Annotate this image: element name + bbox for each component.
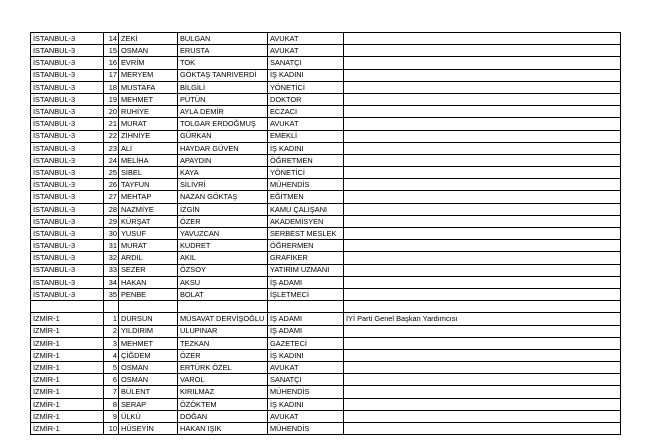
last-name-cell: PÜTÜN <box>178 93 268 105</box>
last-name-cell: MÜSAVAT DERVİŞOĞLU <box>178 313 268 325</box>
empty-cell <box>268 301 344 313</box>
note-cell <box>344 276 621 288</box>
last-name-cell: TEZKAN <box>178 337 268 349</box>
table-row <box>31 398 621 410</box>
rank-cell: 34 <box>104 276 119 288</box>
note-cell <box>344 33 621 45</box>
district-cell: İSTANBUL-3 <box>31 154 104 166</box>
district-cell: İSTANBUL-3 <box>31 240 104 252</box>
district-cell: İSTANBUL-3 <box>31 228 104 240</box>
table-row <box>31 191 621 203</box>
district-cell: İSTANBUL-3 <box>31 106 104 118</box>
profession-cell: İŞ KADINI <box>268 69 344 81</box>
blank-separator-row <box>31 301 621 313</box>
district-cell: İSTANBUL-3 <box>31 203 104 215</box>
rank-cell: 28 <box>104 203 119 215</box>
first-name-cell: BÜLENT <box>119 386 178 398</box>
note-cell <box>344 252 621 264</box>
district-cell: İZMİR-1 <box>31 313 104 325</box>
table-row <box>31 228 621 240</box>
table-row <box>31 167 621 179</box>
profession-cell: İŞ KADINI <box>268 349 344 361</box>
note-cell <box>344 203 621 215</box>
last-name-cell: BOLAT <box>178 288 268 300</box>
last-name-cell: TOLGAR ERDOĞMUŞ <box>178 118 268 130</box>
rank-cell: 16 <box>104 57 119 69</box>
last-name-cell: AKSU <box>178 276 268 288</box>
table-row <box>31 423 621 435</box>
note-cell <box>344 106 621 118</box>
profession-cell: İŞ ADAMI <box>268 276 344 288</box>
rank-cell: 20 <box>104 106 119 118</box>
last-name-cell: DOĞAN <box>178 410 268 422</box>
rank-cell: 10 <box>104 423 119 435</box>
profession-cell: GAZETECİ <box>268 337 344 349</box>
district-cell: İSTANBUL-3 <box>31 276 104 288</box>
district-cell: İSTANBUL-3 <box>31 215 104 227</box>
first-name-cell: MERYEM <box>119 69 178 81</box>
profession-cell: ECZACI <box>268 106 344 118</box>
note-cell <box>344 349 621 361</box>
rank-cell: 30 <box>104 228 119 240</box>
last-name-cell: KUDRET <box>178 240 268 252</box>
district-cell: İSTANBUL-3 <box>31 167 104 179</box>
last-name-cell: GÖKTAŞ TANRIVERDİ <box>178 69 268 81</box>
rank-cell: 35 <box>104 288 119 300</box>
first-name-cell: MEHMET <box>119 337 178 349</box>
rank-cell: 4 <box>104 349 119 361</box>
first-name-cell: EVRİM <box>119 57 178 69</box>
note-cell <box>344 264 621 276</box>
first-name-cell: YUSUF <box>119 228 178 240</box>
note-cell <box>344 362 621 374</box>
profession-cell: İŞ ADAMI <box>268 325 344 337</box>
profession-cell: GRAFİKER <box>268 252 344 264</box>
table-row <box>31 106 621 118</box>
table-row <box>31 374 621 386</box>
profession-cell: ÖĞRETMEN <box>268 154 344 166</box>
district-cell: İSTANBUL-3 <box>31 33 104 45</box>
note-cell <box>344 386 621 398</box>
district-cell: İZMİR-1 <box>31 362 104 374</box>
note-cell <box>344 45 621 57</box>
first-name-cell: SİBEL <box>119 167 178 179</box>
empty-cell <box>104 301 119 313</box>
rank-cell: 2 <box>104 325 119 337</box>
first-name-cell: ÇİĞDEM <box>119 349 178 361</box>
district-cell: İZMİR-1 <box>31 410 104 422</box>
rank-cell: 22 <box>104 130 119 142</box>
table-row <box>31 57 621 69</box>
profession-cell: MÜHENDİS <box>268 386 344 398</box>
profession-cell: MÜHENDİS <box>268 423 344 435</box>
note-cell <box>344 154 621 166</box>
note-cell <box>344 130 621 142</box>
table-row <box>31 215 621 227</box>
district-cell: İZMİR-1 <box>31 423 104 435</box>
rank-cell: 8 <box>104 398 119 410</box>
first-name-cell: NAZMİYE <box>119 203 178 215</box>
last-name-cell: APAYDIN <box>178 154 268 166</box>
district-cell: İSTANBUL-3 <box>31 45 104 57</box>
last-name-cell: ERUSTA <box>178 45 268 57</box>
table-row <box>31 154 621 166</box>
last-name-cell: SİLİVRİ <box>178 179 268 191</box>
first-name-cell: HAKAN <box>119 276 178 288</box>
last-name-cell: VAROL <box>178 374 268 386</box>
rank-cell: 17 <box>104 69 119 81</box>
profession-cell: ÖĞRERMEN <box>268 240 344 252</box>
last-name-cell: ÖZER <box>178 215 268 227</box>
table-row <box>31 313 621 325</box>
first-name-cell: ALİ <box>119 142 178 154</box>
table-row <box>31 386 621 398</box>
profession-cell: AVUKAT <box>268 410 344 422</box>
profession-cell: YATIRIM UZMANI <box>268 264 344 276</box>
profession-cell: AVUKAT <box>268 33 344 45</box>
last-name-cell: ERTÜRK ÖZEL <box>178 362 268 374</box>
rank-cell: 6 <box>104 374 119 386</box>
table-row <box>31 130 621 142</box>
last-name-cell: KIRILMAZ <box>178 386 268 398</box>
profession-cell: AVUKAT <box>268 45 344 57</box>
table-row <box>31 337 621 349</box>
profession-cell: DOKTOR <box>268 93 344 105</box>
last-name-cell: BULGAN <box>178 33 268 45</box>
rank-cell: 18 <box>104 81 119 93</box>
candidate-list-table <box>30 32 621 435</box>
note-cell <box>344 337 621 349</box>
note-cell: İYİ Parti Genel Başkan Yardımcısı <box>344 313 621 325</box>
district-cell: İSTANBUL-3 <box>31 142 104 154</box>
rank-cell: 14 <box>104 33 119 45</box>
profession-cell: YÖNETİCİ <box>268 81 344 93</box>
rank-cell: 27 <box>104 191 119 203</box>
profession-cell: İŞ KADINI <box>268 142 344 154</box>
district-cell: İZMİR-1 <box>31 325 104 337</box>
profession-cell: EMEKLİ <box>268 130 344 142</box>
first-name-cell: DURSUN <box>119 313 178 325</box>
note-cell <box>344 374 621 386</box>
rank-cell: 33 <box>104 264 119 276</box>
note-cell <box>344 410 621 422</box>
profession-cell: SANATÇI <box>268 57 344 69</box>
note-cell <box>344 142 621 154</box>
first-name-cell: SERAP <box>119 398 178 410</box>
table-row <box>31 276 621 288</box>
profession-cell: AKADEMİSYEN <box>268 215 344 227</box>
table-row <box>31 264 621 276</box>
table-row <box>31 69 621 81</box>
first-name-cell: TAYFUN <box>119 179 178 191</box>
rank-cell: 26 <box>104 179 119 191</box>
rank-cell: 5 <box>104 362 119 374</box>
district-cell: İZMİR-1 <box>31 374 104 386</box>
last-name-cell: ULUPINAR <box>178 325 268 337</box>
rank-cell: 24 <box>104 154 119 166</box>
note-cell <box>344 179 621 191</box>
last-name-cell: İZGİN <box>178 203 268 215</box>
empty-cell <box>119 301 178 313</box>
table-row <box>31 179 621 191</box>
last-name-cell: NAZAN GÖKTAŞ <box>178 191 268 203</box>
note-cell <box>344 118 621 130</box>
profession-cell: İŞLETMECİ <box>268 288 344 300</box>
rank-cell: 32 <box>104 252 119 264</box>
first-name-cell: OSMAN <box>119 362 178 374</box>
first-name-cell: PENBE <box>119 288 178 300</box>
first-name-cell: KÜRŞAT <box>119 215 178 227</box>
note-cell <box>344 167 621 179</box>
note-cell <box>344 69 621 81</box>
district-cell: İSTANBUL-3 <box>31 57 104 69</box>
first-name-cell: MELİHA <box>119 154 178 166</box>
note-cell <box>344 57 621 69</box>
empty-cell <box>344 301 621 313</box>
first-name-cell: HÜSEYİN <box>119 423 178 435</box>
first-name-cell: MUSTAFA <box>119 81 178 93</box>
last-name-cell: ÖZER <box>178 349 268 361</box>
note-cell <box>344 325 621 337</box>
district-cell: İSTANBUL-3 <box>31 288 104 300</box>
rank-cell: 9 <box>104 410 119 422</box>
district-cell: İSTANBUL-3 <box>31 81 104 93</box>
first-name-cell: ZEKİ <box>119 33 178 45</box>
district-cell: İSTANBUL-3 <box>31 69 104 81</box>
last-name-cell: ÖZSOY <box>178 264 268 276</box>
table-row <box>31 349 621 361</box>
last-name-cell: KAYA <box>178 167 268 179</box>
table-row <box>31 142 621 154</box>
last-name-cell: HAKAN IŞIK <box>178 423 268 435</box>
district-cell: İSTANBUL-3 <box>31 264 104 276</box>
first-name-cell: MEHTAP <box>119 191 178 203</box>
last-name-cell: AYLA DEMİR <box>178 106 268 118</box>
note-cell <box>344 93 621 105</box>
note-cell <box>344 240 621 252</box>
profession-cell: MÜHENDİS <box>268 179 344 191</box>
district-cell: İZMİR-1 <box>31 398 104 410</box>
last-name-cell: GÜRKAN <box>178 130 268 142</box>
rank-cell: 31 <box>104 240 119 252</box>
table-row <box>31 362 621 374</box>
last-name-cell: BİLGİLİ <box>178 81 268 93</box>
table-row <box>31 45 621 57</box>
profession-cell: İŞ ADAMI <box>268 313 344 325</box>
last-name-cell: TOK <box>178 57 268 69</box>
table-row <box>31 410 621 422</box>
rank-cell: 1 <box>104 313 119 325</box>
note-cell <box>344 191 621 203</box>
first-name-cell: OSMAN <box>119 45 178 57</box>
rank-cell: 21 <box>104 118 119 130</box>
table-row <box>31 118 621 130</box>
profession-cell: AVUKAT <box>268 362 344 374</box>
district-cell: İSTANBUL-3 <box>31 252 104 264</box>
table-row <box>31 33 621 45</box>
district-cell: İSTANBUL-3 <box>31 191 104 203</box>
district-cell: İSTANBUL-3 <box>31 179 104 191</box>
profession-cell: SANATÇI <box>268 374 344 386</box>
candidate-list-body <box>31 33 621 435</box>
last-name-cell: AKIL <box>178 252 268 264</box>
table-row <box>31 240 621 252</box>
first-name-cell: YILDIRIM <box>119 325 178 337</box>
rank-cell: 15 <box>104 45 119 57</box>
table-row <box>31 81 621 93</box>
note-cell <box>344 81 621 93</box>
note-cell <box>344 423 621 435</box>
first-name-cell: RUHİYE <box>119 106 178 118</box>
last-name-cell: ÖZÖKTEM <box>178 398 268 410</box>
table-row <box>31 325 621 337</box>
district-cell: İZMİR-1 <box>31 349 104 361</box>
district-cell: İZMİR-1 <box>31 386 104 398</box>
district-cell: İSTANBUL-3 <box>31 118 104 130</box>
profession-cell: AVUKAT <box>268 118 344 130</box>
district-cell: İSTANBUL-3 <box>31 130 104 142</box>
first-name-cell: ARDIL <box>119 252 178 264</box>
note-cell <box>344 288 621 300</box>
district-cell: İZMİR-1 <box>31 337 104 349</box>
empty-cell <box>178 301 268 313</box>
table-row <box>31 93 621 105</box>
district-cell: İSTANBUL-3 <box>31 93 104 105</box>
note-cell <box>344 398 621 410</box>
note-cell <box>344 215 621 227</box>
rank-cell: 3 <box>104 337 119 349</box>
rank-cell: 7 <box>104 386 119 398</box>
profession-cell: KAMU ÇALIŞANI <box>268 203 344 215</box>
rank-cell: 25 <box>104 167 119 179</box>
rank-cell: 19 <box>104 93 119 105</box>
table-row <box>31 252 621 264</box>
note-cell <box>344 228 621 240</box>
first-name-cell: ZİHNİYE <box>119 130 178 142</box>
empty-cell <box>31 301 104 313</box>
first-name-cell: MURAT <box>119 240 178 252</box>
profession-cell: YÖNETİCİ <box>268 167 344 179</box>
profession-cell: İŞ KADINI <box>268 398 344 410</box>
profession-cell: SERBEST MESLEK <box>268 228 344 240</box>
first-name-cell: ÜLKÜ <box>119 410 178 422</box>
rank-cell: 23 <box>104 142 119 154</box>
first-name-cell: SEZER <box>119 264 178 276</box>
table-row <box>31 203 621 215</box>
table-row <box>31 288 621 300</box>
first-name-cell: OSMAN <box>119 374 178 386</box>
rank-cell: 29 <box>104 215 119 227</box>
last-name-cell: YAVUZCAN <box>178 228 268 240</box>
profession-cell: EĞİTMEN <box>268 191 344 203</box>
first-name-cell: MEHMET <box>119 93 178 105</box>
first-name-cell: MURAT <box>119 118 178 130</box>
last-name-cell: HAYDAR GÜVEN <box>178 142 268 154</box>
